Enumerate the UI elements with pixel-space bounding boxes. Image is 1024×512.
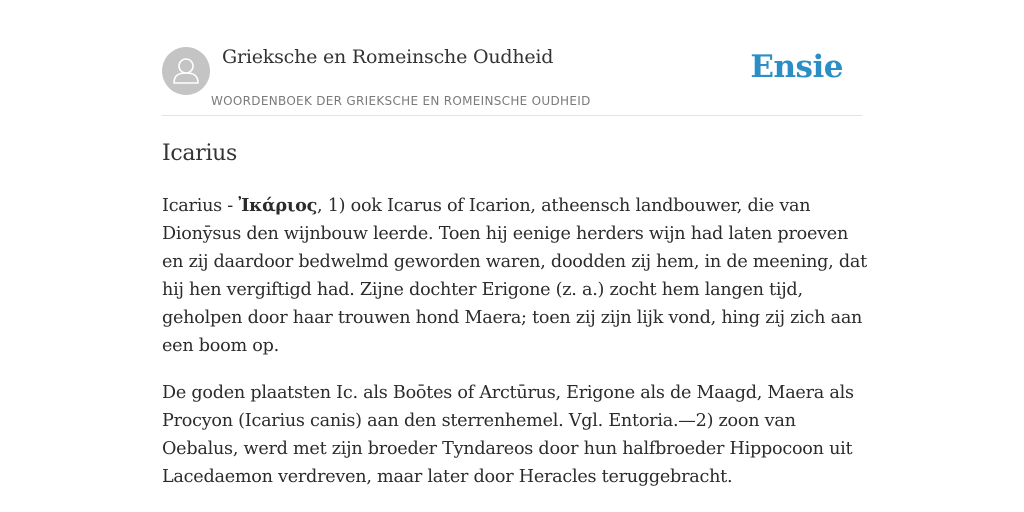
entry-paragraph-2: De goden plaatsten Ic. als Boōtes of Arctūrus, Erigone als de Maagd, Maera als Procyon (Icarius canis) aan den sterrenhemel. Vgl. Entoria.—2) zoon van Oebalus, werd met zijn broeder Tyndareos door hun halfbroeder Hippocoon uit Lacedaemon verdreven, maar later door Heracles teruggebracht. <box>162 383 854 487</box>
source-title[interactable]: Grieksche en Romeinsche Oudheid <box>222 46 554 68</box>
entry-text: , 1) ook Icarus of Icarion, atheensch landbouwer, die van Dionȳsus den wijnbouw leerde. Toen hij eenige herders wijn had laten proeven en zij daardoor bedwelmd geworden waren, doodden zij hem, in de meening, dat hij hen vergiftigd had. Zijne dochter Erigone (z. a.) zocht hem langen tijd, geholpen door haar trouwen hond Maera; toen zij zijn lijk vond, hing zij zich aan een boom op. <box>162 196 867 356</box>
ensie-logo[interactable]: Ensie <box>750 49 843 85</box>
page-header <box>162 46 862 116</box>
header-divider <box>162 115 862 116</box>
entry-lead: Icarius - <box>162 196 239 216</box>
person-outline-icon <box>162 47 210 95</box>
user-avatar-icon[interactable] <box>162 47 210 95</box>
greek-term: Ἰκάριος <box>238 195 318 216</box>
source-subtitle[interactable]: WOORDENBOEK DER GRIEKSCHE EN ROMEINSCHE OUDHEID <box>211 94 591 108</box>
entry-content <box>162 192 867 510</box>
entry-title: Icarius <box>162 141 238 166</box>
entry-paragraph-1 <box>162 192 867 360</box>
